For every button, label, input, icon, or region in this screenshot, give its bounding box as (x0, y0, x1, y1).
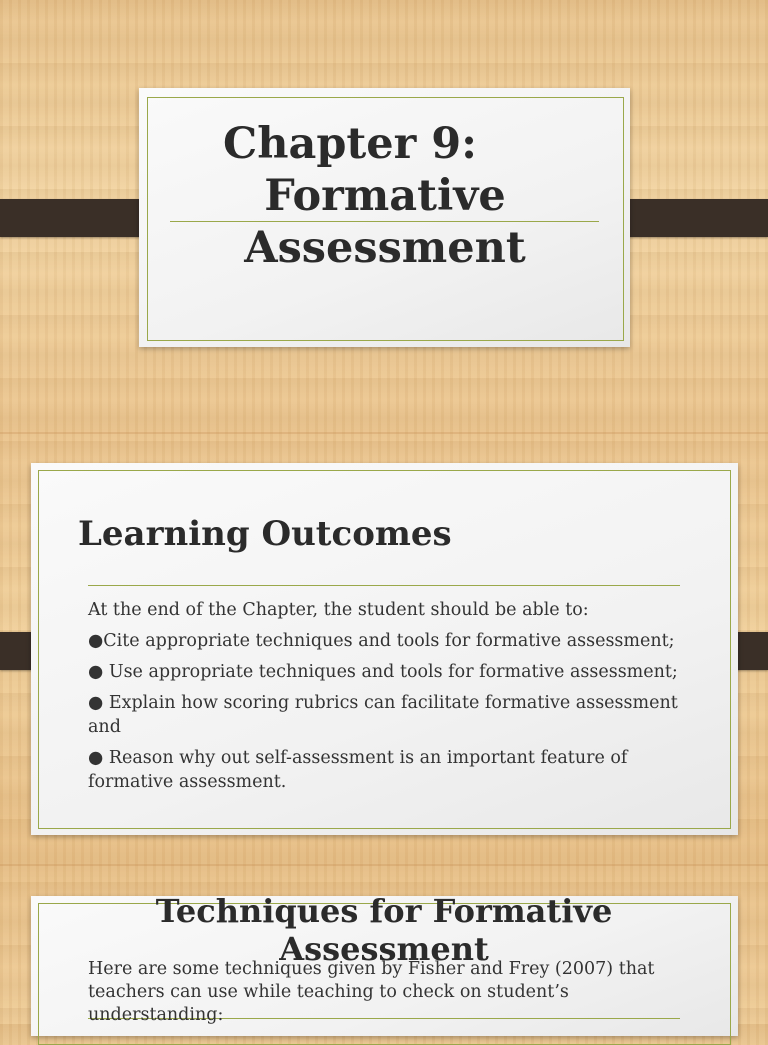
chapter-title-line1: Chapter 9: (222, 119, 478, 169)
techniques-title-line2: Assessment (279, 930, 489, 968)
outcomes-rule (88, 585, 680, 586)
chapter-title-line2: Formative (264, 171, 506, 221)
chapter-title (140, 118, 630, 274)
outcomes-list (88, 598, 688, 794)
techniques-title (60, 892, 708, 968)
list-item: ● Explain how scoring rubrics can facilitate formative assessment and (88, 693, 678, 737)
techniques-body: Here are some techniques given by Fisher and Frey (2007) that teachers can use while teaching to check on student’s understanding: (88, 959, 655, 1025)
left-decor-bar (0, 199, 156, 237)
right-decor-bar (612, 199, 768, 237)
techniques-title-line1: Techniques for Formative (155, 892, 613, 930)
list-item: ● Reason why out self-assessment is an important feature of formative assessment. (88, 748, 628, 792)
outcomes-title: Learning Outcomes (78, 514, 452, 554)
chapter-title-line3: Assessment (244, 223, 526, 273)
list-item: ● Use appropriate techniques and tools for formative assessment; (88, 662, 678, 682)
list-item: ●Cite appropriate techniques and tools for formative assessment; (88, 631, 675, 651)
slide-divider (0, 432, 768, 434)
outcomes-intro: At the end of the Chapter, the student should be able to: (88, 600, 589, 620)
slide-divider (0, 864, 768, 866)
